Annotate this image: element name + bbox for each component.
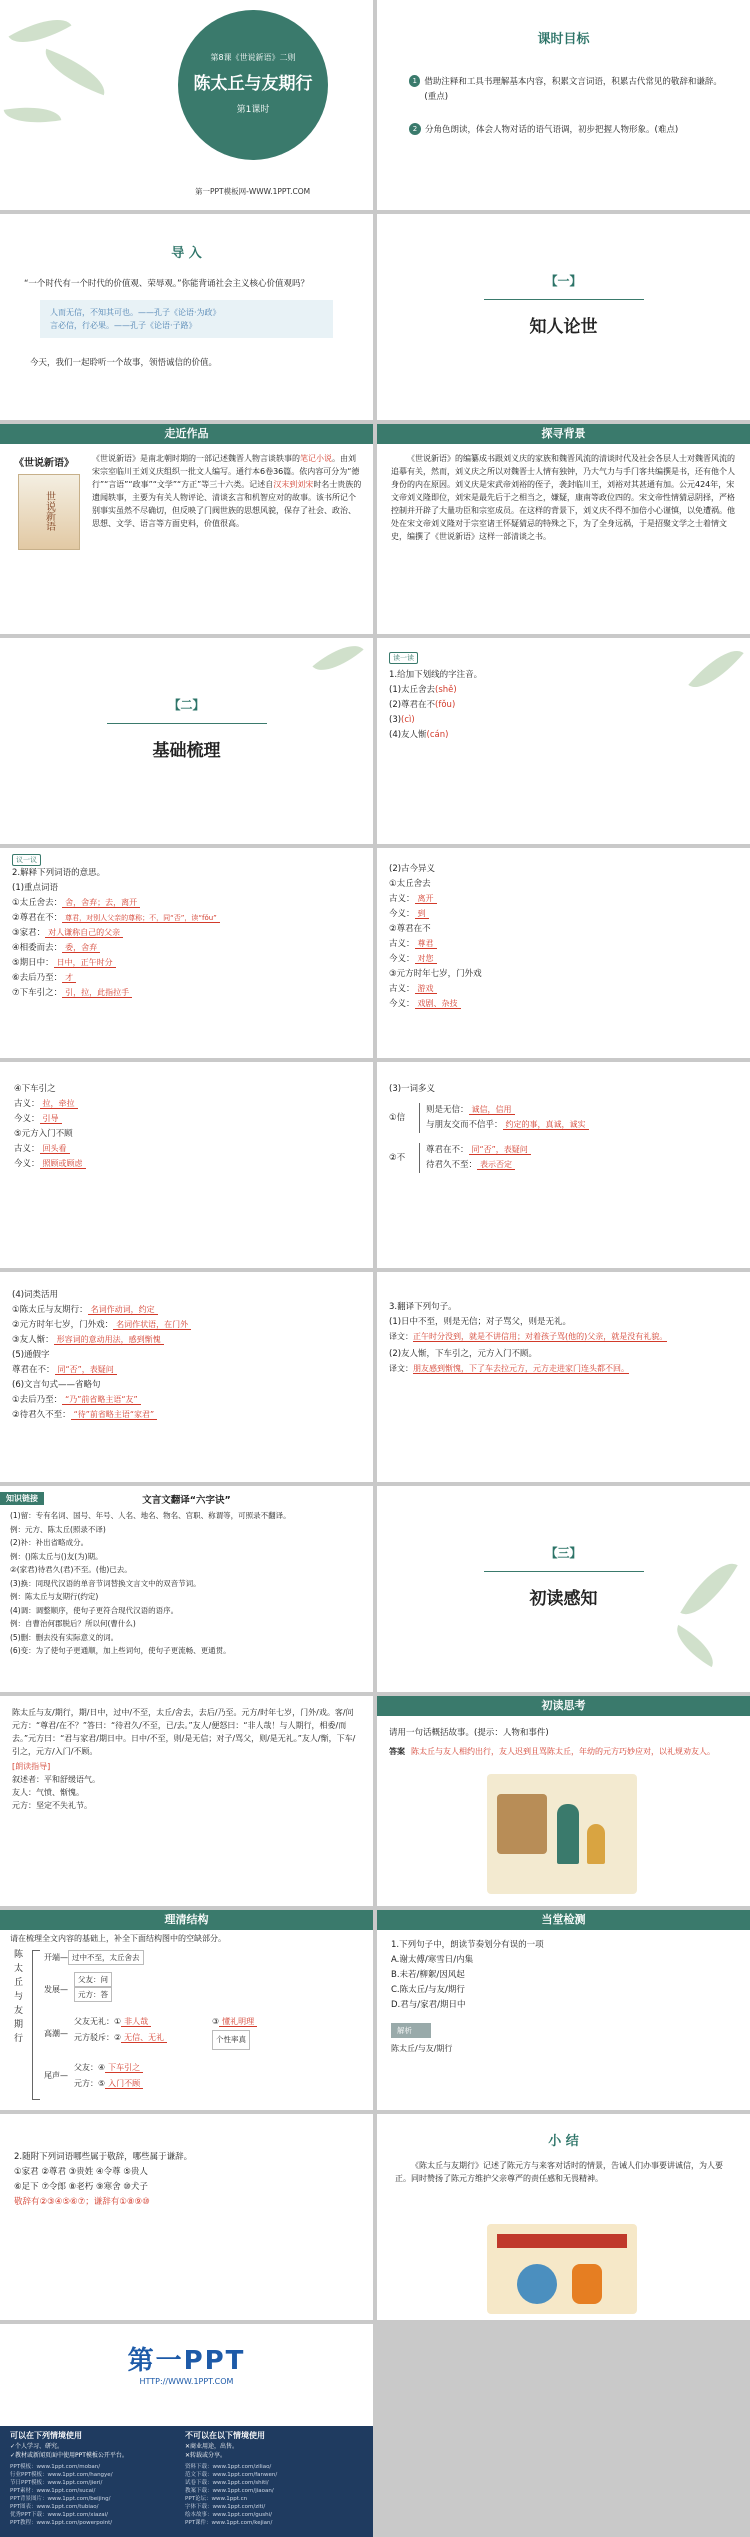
slide-title: 陈太丘与友期行 [193,74,313,94]
figure-shape [572,2264,602,2304]
slide-intro[interactable] [0,214,373,420]
structure-title: 陈太丘与友期行 [14,1950,24,2044]
section-title: 基础梳理 [152,741,221,761]
section-title: 知人论世 [529,317,598,337]
polysemy-group: ①信 则是无信： 诚信，信用 与朋友交而不信乎： 约定的事，真诚，诚实 [389,1103,738,1133]
lesson-series: 第8课《世说新语》二则 [210,53,296,62]
usage-block: (4)词类活用 ①陈太丘与友期行： 名词作动词，约定 ②元方时年七岁，门外戏： 名词作状语，在门外 ③友人惭： 形容词的意动用法，感到惭愧 (5)通假字 尊君在不： 同“否”，表疑问 (6)文言句式——省略句 ①去后乃至： “乃”前省略主语“友” ②待君久不至： “待”前省略主语“家君” [12,1288,361,1423]
goal-item: 2 分角色朗读，体会人物对话的语气语调，初步把握人物形象。(难点) [409,123,730,138]
slide-background[interactable] [377,424,750,634]
polysemy-group: ②不 尊君在不： 同“否”，表疑问 待君久不至： 表示否定 [389,1143,738,1173]
pronunciation-item: (2)尊君在不(fǒu) [389,700,456,710]
reading-question-header: 初读思考 [377,1696,750,1716]
answer-text: 敬辞有②③④⑤⑥⑦；谦辞有①⑧⑨⑩ [14,2197,150,2207]
slide-translate[interactable] [377,1272,750,1482]
link-item[interactable]: 资料下载：www.1ppt.com/ziliao/ [185,2464,272,2470]
section-tag: 【二】 [168,698,205,712]
example-word: ③元方时年七岁，门外戏 [389,969,482,979]
leaf-decoration [312,638,363,682]
section-tag: 【三】 [545,1546,582,1560]
slide-section-3[interactable] [377,1486,750,1692]
divider [484,299,644,300]
words-block [12,854,361,1001]
sub-heading: (3)一词多义 [389,1084,436,1094]
check-header: 当堂检测 [377,1910,750,1930]
link-item[interactable]: PPT素材：www.1ppt.com/sucai/ [10,2488,96,2494]
meaning-row: 古义： 离开 [389,892,738,907]
book-cover-text: 世说新语 [43,491,55,531]
structure-label: 发展— [44,1985,68,1994]
word-item: ④相委而去： 委，舍弃 [12,941,361,956]
person-shape [557,1804,579,1864]
example-word: ①太丘舍去 [389,879,431,889]
task-heading: 3.翻译下列句子。 [389,1302,457,1312]
pronunciation-block [389,652,738,743]
slide-polysemy[interactable] [377,1062,750,1268]
slide-usage[interactable] [0,1272,373,1482]
structure-intro: 请在梳理全文内容的基础上，补全下面结构图中的空缺部分。 [10,1934,226,1943]
quote-box [40,300,333,338]
book-cover-image [18,474,80,550]
book-title: 《世说新语》 [14,458,74,469]
link-item[interactable]: PPT课件：www.1ppt.com/kejian/ [185,2520,273,2526]
structure-header: 理清结构 [0,1910,373,1930]
question-text: (1)日中不至，则是无信；对子骂父，则是无礼。 [389,1317,572,1327]
discuss-badge: 议一议 [12,854,41,866]
structure-row: 开端— 过中不至，太丘舍去 [44,1950,144,1965]
slide-credits[interactable] [0,2324,373,2537]
slide-section-1[interactable] [377,214,750,420]
leaf-decoration [668,1625,721,1667]
option-a[interactable]: A.谢太傅/寒雪日/内集 [391,1955,474,1965]
intro-title: 导 入 [171,246,202,261]
slide-meaning-change-2[interactable] [0,1062,373,1268]
word-item: ②尊君在不： 尊君，对别人父亲的尊称；不，同“否”，读“fǒu” [12,911,361,926]
slide-honorifics[interactable] [0,2114,373,2320]
translate-block: 3.翻译下列句子。 (1)日中不至，则是无信；对子骂父，则是无礼。 译文：正午时分没到，就是不讲信用；对着孩子骂(他的)父亲，就是没有礼貌。 (2)友人惭，下车引之，元方入门不顾。 译文：朋友感到惭愧，下了车去拉元方，元方走进家门连头都不回。 [389,1300,738,1375]
background-header: 探寻背景 [377,424,750,444]
knowledge-badge: 知识链接 [0,1492,44,1505]
structure-label: 高潮— [44,2029,68,2038]
roof-shape [497,2234,627,2248]
meaning-row: 今义： 戏剧、杂技 [389,997,738,1012]
sub-heading: (6)文言句式——省略句 [12,1380,101,1390]
link-item[interactable]: 优秀PPT下载：www.1ppt.com/xiazai/ [10,2512,109,2518]
meaning-row: 今义： 到 [389,907,738,922]
slide-goals[interactable] [377,0,750,210]
divider [107,723,267,724]
pronunciation-item: (4)友人惭(cán) [389,730,449,740]
meaning-row: 今义： 引导 [14,1112,359,1127]
answer-text: 陈太丘/与友/期行 [391,2044,453,2053]
meaning-row: 古义： 拉，牵拉 [14,1097,359,1112]
word-item: ③家君： 对人谦称自己的父亲 [12,926,361,941]
meaning-row: 今义： 对您 [389,952,738,967]
horse-shape [497,1794,547,1854]
option-c[interactable]: C.陈太丘/与友/期行 [391,1985,465,1995]
link-item[interactable]: 试卷下载：www.1ppt.com/shiti/ [185,2480,269,2486]
reading-note: 友人：气愤、惭愧。 [12,1788,84,1797]
goal-item: 1 借助注释和工具书理解基本内容，积累文言词语，积累古代常见的敬辞和谦辞。(重点) [409,75,730,105]
sub-heading: (5)通假字 [12,1350,50,1360]
number-icon: 1 [409,75,420,87]
slide-translation-tips[interactable] [0,1486,373,1692]
task-heading: 1.给加下划线的字注音。 [389,670,483,680]
link-item[interactable]: PPT教程：www.1ppt.com/powerpoint/ [10,2520,113,2526]
honorifics-block: 2.随附下列词语哪些属于敬辞，哪些属于谦辞。 ①家君 ②尊君 ③贵姓 ④令尊 ⑤贵人 ⑥足下 ⑦令郎 ⑧老朽 ⑨寒舍 ⑩犬子 敬辞有②③④⑤⑥⑦；谦辞有①⑧⑨⑩ [14,2150,359,2210]
meaning-block [389,862,738,1012]
goals-list [409,75,730,138]
title-circle [178,10,328,160]
background-text: 《世说新语》的编纂成书跟刘义庆的家族和魏晋风流的清谈时代及社会各层人士对魏晋风流的追摹有关，然而，刘义庆之所以对魏晋士人情有独钟，乃大气力与手门客共编撰是书，还有他个人身份的内在原因。刘义庆是宋武帝刘裕的侄子，袭封临川王，刘裕对其甚通有加。公元424年，宋文帝刘义隆即位，刘宋是最先后于之相当之，嫌疑，康南等政位四的。宋文帝性情猜忌阴择，严格控制并开辟了大量功臣和宗室成员。在这样的背景下，刘义庆不得不加倍小心谨慎，以免遭祸。他处在宋文帝刘义隆对于宗室诸王怀疑猜忌的特殊之下，为了全身远祸，于是招聚文学之士着情文史，编撰了《世说新语》这样一部清谈之书。 [391,454,735,541]
story-illustration [487,1774,637,1894]
divider [484,1571,644,1572]
link-item[interactable]: PPT论坛：www.1ppt.cn [185,2496,248,2502]
quote-line: 言必信，行必果。——孔子《论语·子路》 [50,321,197,330]
leaf-decoration [4,100,62,129]
link-item[interactable]: 范文下载：www.1ppt.com/fanwen/ [185,2472,278,2478]
question-text: 请用一句话概括故事。(提示：人物和事件) [389,1728,549,1738]
work-text: 《世说新语》是南北朝时期的一部记述魏晋人物言谈轶事的笔记小说。由刘宋宗室临川王刘义庆组织一批文人编写。通行本6卷36篇。依内容可分为“德行”“言语”“政事”“文学”“方正”等三十六类。记述自汉末到刘宋时名士贵族的遗闻轶事，主要为有关人物评论、清谈玄言和机智应对的故事。该书所记个别事实虽然不尽确切，但反映了门阀世族的思想风貌，保存了社会、政治、思想、文学、语言等方面史料，价值很高。 [92,454,362,528]
summary-text: 《陈太丘与友期行》记述了陈元方与来客对话时的情景，告诫人们办事要讲诚信，为人要正。同时赞扬了陈元方维护父亲尊严的责任感和无畏精神。 [395,2161,723,2183]
link-item[interactable]: PPT背景图片：www.1ppt.com/beijing/ [10,2496,111,2502]
leaf-decoration [38,49,112,95]
answer-label: 解析 [391,2023,431,2038]
sub-heading: (1)重点词语 [12,883,59,893]
leaf-decoration [9,6,72,55]
slide-reading[interactable] [0,1696,373,1906]
quote-line: 人而无信，不知其可也。——孔子《论语·为政》 [50,308,221,317]
brand-logo: 第一PPT [127,2346,246,2376]
number-icon: 2 [409,123,421,135]
example-word: ⑤元方入门不顾 [14,1129,73,1139]
child-shape [587,1824,605,1864]
example-word: ②尊君在不 [389,924,431,934]
option-b[interactable]: B.未若/柳絮/因风起 [391,1970,465,1980]
figure-shape [517,2264,557,2304]
task-heading: 2.解释下列词语的意思。 [12,868,106,878]
slide-structure[interactable]: 理清结构 请在梳理全文内容的基础上，补全下面结构图中的空缺部分。 陈太丘与友期行 开端— 过中不至，太丘舍去 发展— 父友：问 元方：答 高潮— 父友无礼：① 非人哉 元方驳斥：② 无信、无礼 ③ 懂礼明理 个性率真 尾声— 父友：④ 下车引之 元方：⑤ 入门不顾 [0,1910,373,2110]
summary-illustration [487,2224,637,2314]
structure-label: 尾声— [44,2071,68,2080]
reading-text: 陈太丘与友/期行，期/日中，过中/不至，太丘/舍去，去后/乃至。元方/时年七岁，门外/戏。客/问元方：“尊君/在不？”答曰：“待君久/不至，已/去。”友人/便怒曰：“非人哉！与人期行，相委/而去。”元方曰：“君与家君/期日中。日中/不至，则/是无信；对子/骂父，则/是无礼。”友人/惭，下车/引之，元方/入门/不顾。 [12,1708,356,1756]
check-question: 1.下列句子中，朗读节奏划分有误的一项 A.谢太傅/寒雪日/内集 B.未若/柳絮/因风起 C.陈太丘/与友/期行 D.君与/家君/期日中 [391,1938,736,2013]
period-label: 第1课时 [236,105,270,115]
intro-text: “一个时代有一个时代的价值观、荣辱观。”你能背诵社会主义核心价值观吗？ [24,279,310,289]
reading-note: 叙述者：平和舒缓语气。 [12,1775,100,1784]
meaning-row: 古义： 尊君 [389,937,738,952]
meaning-row: 古义： 回头看 [14,1142,359,1157]
link-item[interactable]: 教案下载：www.1ppt.com/jiaoan/ [185,2488,274,2494]
link-item[interactable]: 字体下载：www.1ppt.com/ziti/ [185,2504,266,2510]
work-header: 走近作品 [0,424,373,444]
pronunciation-item: (1)太丘舍去(shě) [389,685,457,695]
polysemy-block [389,1082,738,1173]
slide-words[interactable] [0,848,373,1058]
slide-summary[interactable] [377,2114,750,2320]
summary-title: 小 结 [548,2134,579,2149]
link-item[interactable]: 绘本故事：www.1ppt.com/gushi/ [185,2512,272,2518]
word-item: ⑥去后乃至： 才 [12,971,361,986]
reading-guide-head: [朗读指导] [12,1762,51,1771]
section-title: 初读感知 [529,1589,598,1609]
goals-title: 课时目标 [537,32,590,47]
brace [32,1950,40,2100]
slide-meaning-change[interactable] [377,848,750,1058]
tips-title: 文言文翻译“六字诀” [142,1495,231,1506]
brand-url: HTTP://WWW.1PPT.COM [139,2377,234,2386]
slide-section-2[interactable] [0,638,373,844]
section-tag: 【一】 [545,274,582,288]
word-item: ⑦下车引之： 引，拉，此指拉手 [12,986,361,1001]
meaning-row: 古义： 游戏 [389,982,738,997]
meaning-block [14,1082,359,1172]
sub-heading: (2)古今异义 [389,864,436,874]
word-item: ①太丘舍去： 舍，舍弃；去，离开 [12,896,361,911]
link-item[interactable]: PPT模板：www.1ppt.com/moban/ [10,2464,101,2470]
link-item[interactable]: 行业PPT模板：www.1ppt.com/hangye/ [10,2472,113,2478]
slide-work[interactable] [0,424,373,634]
reading-note: 元方：坚定不失礼节。 [12,1801,92,1810]
link-item[interactable]: PPT图表：www.1ppt.com/tubiao/ [10,2504,99,2510]
link-item[interactable]: 节日PPT模板：www.1ppt.com/jieri/ [10,2480,103,2486]
question-text: (2)友人惭，下车引之，元方入门不顾。 [389,1349,538,1359]
example-word: ④下车引之 [14,1084,56,1094]
credits-panel: 可以在下列情境使用 ✓个人学习、研究。 ✓教材或新闻页面中使用PPT模板公开平台。 不可以在以下情境使用 ✕商业用途，出售。 ✕转载或分享。 PPT模板：www.1ppt.com/moban/ 行业PPT模板：www.1ppt.com/hangye/ 节日PPT模板：www.1ppt.com/jieri/ PPT素材：www.1ppt.com/sucai/ PPT背景图片：www.1ppt.com/beijing/ PPT图表：www.1ppt.com/tubiao/ 优秀PPT下载：www.1ppt.com/xiazai/ PPT教程：www.1ppt.com/powerpoint/ 资料下载：www.1ppt.com/ziliao/ 范文下载：www.1ppt.com/fanwen/ 试卷下载：www.1ppt.com/shiti/ 教案下载：www.1ppt.com/jiaoan/ PPT论坛：www.1ppt.cn 字体下载：www.1ppt.com/ziti/ 绘本故事：www.1ppt.com/gushi/ PPT课件：www.1ppt.com/kejian/ [0,2426,373,2537]
pronunciation-item: (3)(cì) [389,715,415,725]
footer-site: 第一PPT模板网-WWW.1PPT.COM [195,187,311,196]
answer-row: 答案 陈太丘与友人相约出行，友人迟到且骂陈太丘，年幼的元方巧妙应对，以礼规劝友人。 [389,1747,715,1756]
intro-conclusion: 今天，我们一起聆听一个故事，领悟诚信的价值。 [30,358,218,368]
word-item: ⑤期日中： 日中，正午时分 [12,956,361,971]
slide-check[interactable] [377,1910,750,2110]
meaning-row: 今义： 照顾或顾虑 [14,1157,359,1172]
option-d[interactable]: D.君与/家君/期日中 [391,2000,466,2010]
tips-list: (1)留：专有名词、国号、年号、人名、地名、物名、官职、称谓等，可照录不翻译。 例：元方、陈太丘(照录不译) (2)补：补出省略成分。 例：()陈太丘与()友(为)期。 ②(家君)待君久(君)不至。(他)已去。 (3)换：同现代汉语的单音节词替换文言文中的双音节词。 例：陈太丘与友期行(约定) (4)调：调整顺序，使句子更符合现代汉语的语序。 例：自曹治何郡脱后？所以何(曹什么) (5)删：删去没有实际意义的词。 (6)变：为了使句子更通顺，加上些词句，使句子更流畅、更通贯。 [10,1511,291,1655]
slide-cover[interactable] [0,0,373,210]
slide-reading-question[interactable] [377,1696,750,1906]
read-badge: 读一读 [389,652,418,664]
sub-heading: (4)词类活用 [12,1290,59,1300]
slide-pronunciation[interactable] [377,638,750,844]
